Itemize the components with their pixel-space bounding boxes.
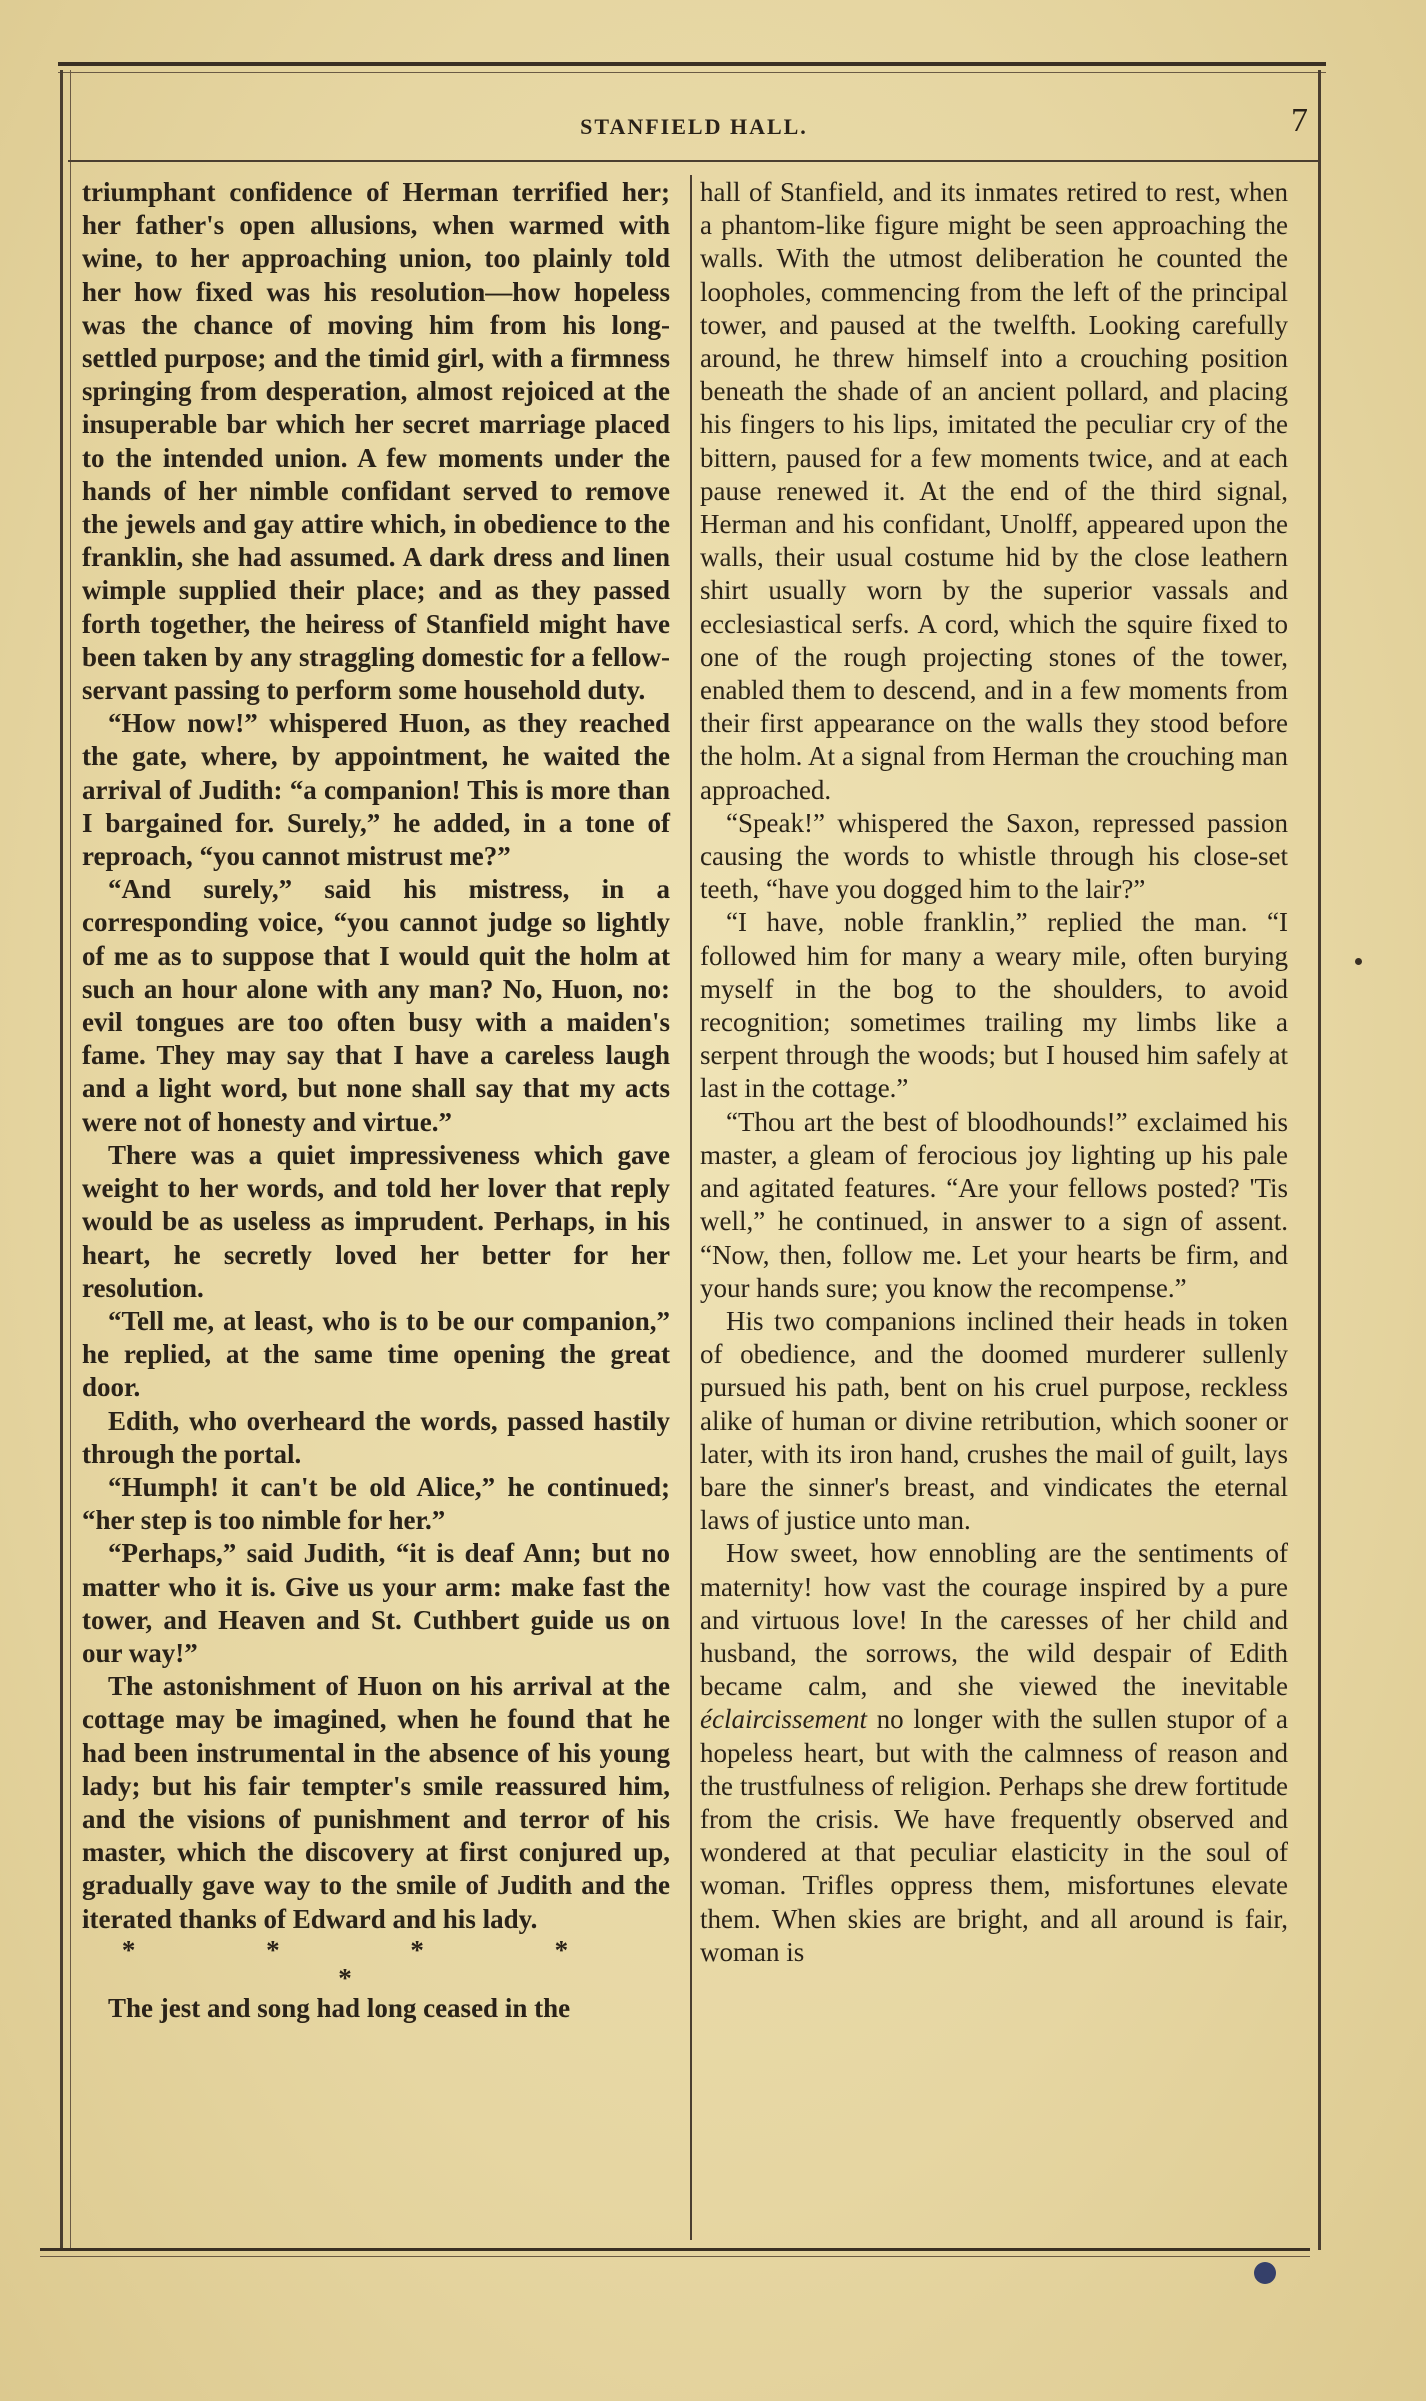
bottom-rule-thin	[40, 2256, 1310, 2257]
paragraph: “Perhaps,” said Judith, “it is deaf Ann; but no matter who it is. Give us your arm: make fast the tower, and Heaven and St. Cuthbert guide us on our way!”	[82, 1538, 670, 1668]
section-break-asterisks: * * * * *	[121, 1934, 631, 1993]
paragraph: His two companions inclined their heads in token of obedience, and the doomed murderer sullenly pursued his path, bent on his cruel purpose, reckless alike of human or divine retribution, which sooner or later, with its iron hand, crushes the mail of guilt, lays bare the sinner's breast, and vindicates the eternal laws of justice unto man.	[700, 1305, 1288, 1536]
bottom-rule	[40, 2248, 1310, 2251]
paragraph: “And surely,” said his mistress, in a corresponding voice, “you cannot judge so lightly of me as to suppose that I would quit the holm at such an hour alone with any man? No, Huon, no: evil tongues are too often busy with a maiden's fame. They may say that I have a careless laugh and a light word, but none shall say that my acts were not of honesty and virtue.”	[82, 874, 670, 1137]
left-frame-rule	[60, 70, 63, 2250]
paragraph-text-start: How sweet, how ennobling are the sentiments of maternity! how vast the courage inspired by a pure and virtuous love! In the caresses of her child and husband, the sorrows, the wild despair of Edith became calm, and she viewed the inevitable	[700, 1538, 1288, 1702]
ink-dot	[1355, 958, 1362, 965]
paragraph: The jest and song had long ceased in the	[108, 1992, 571, 2023]
paragraph-text-end: no longer with the sullen stupor of a hopeless heart, but with the calmness of reason and the trustfulness of religion. Perhaps she drew fortitude from the crisis. We have frequently observed and wondered at that peculiar elasticity in the soul of woman. Trifles oppress them, misfortunes elevate them. When skies are bright, and all around is fair, woman is	[700, 1704, 1288, 1967]
paragraph: “Speak!” whispered the Saxon, repressed passion causing the words to whistle through his close-set teeth, “have you dogged him to the lair?”	[700, 807, 1288, 905]
column-divider	[690, 175, 692, 2240]
italic-word: éclaircissement	[700, 1704, 867, 1735]
paragraph: “Humph! it can't be old Alice,” he continued; “her step is too nimble for her.”	[82, 1471, 670, 1536]
paragraph: “Thou art the best of bloodhounds!” exclaimed his master, a gleam of ferocious joy lighting up his pale and agitated features. “Are your fellows posted? 'Tis well,” he continued, in answer to a sign of assent. “Now, then, follow me. Let your hearts be firm, and your hands sure; you know the recompense.”	[700, 1106, 1288, 1303]
running-head	[70, 102, 1318, 146]
ink-blot	[1254, 2262, 1276, 2284]
paragraph	[700, 1537, 1288, 1969]
top-rule	[58, 62, 1326, 66]
page-number: 7	[1291, 102, 1308, 139]
paragraph: There was a quiet impressiveness which gave weight to her words, and told her lover that reply would be as useless as imprudent. Perhaps, in his heart, he secretly loved her better for her resolution.	[82, 1139, 670, 1303]
right-column	[700, 176, 1288, 1969]
paragraph: “I have, noble franklin,” replied the man. “I followed him for many a weary mile, often burying myself in the bog to the shoulders, to avoid recognition; sometimes trailing my limbs like a serpent through the woods; but I housed him safely at last in the cottage.”	[700, 907, 1288, 1104]
paragraph: “Tell me, at least, who is to be our companion,” he replied, at the same time opening the great door.	[82, 1305, 670, 1403]
paragraph: triumphant confidence of Herman terrified her; her father's open allusions, when warmed with wine, to her approaching union, too plainly told her how fixed was his resolution—how hopeless was the chance of moving him from his long-settled purpose; and the timid girl, with a firmness springing from desperation, almost rejoiced at the insuperable bar which her secret marriage placed to the intended union. A few moments under the hands of her nimble confidant served to remove the jewels and gay attire which, in obedience to the franklin, she had assumed. A dark dress and linen wimple supplied their place; and as they passed forth together, the heiress of Stanfield might have been taken by any straggling domestic for a fellow-servant passing to perform some household duty.	[82, 177, 670, 706]
header-rule	[68, 160, 1318, 162]
left-column	[82, 176, 670, 2025]
paragraph: hall of Stanfield, and its inmates retired to rest, when a phantom-like figure might be seen approaching the walls. With the utmost deliberation he counted the loopholes, commencing from the left of the principal tower, and paused at the twelfth. Looking carefully around, he threw himself into a crouching position beneath the shade of an ancient pollard, and placing his fingers to his lips, imitated the peculiar cry of the bittern, paused for a few moments twice, and at each pause renewed it. At the end of the third signal, Herman and his confidant, Unolff, appeared upon the walls, their usual costume hid by the close leathern shirt usually worn by the superior vassals and ecclesiastical serfs. A cord, which the squire fixed to one of the rough projecting stones of the tower, enabled them to descend, and in a few moments from their first appearance on the walls they stood before the holm. At a signal from Herman the crouching man approached.	[700, 177, 1288, 805]
paragraph: The astonishment of Huon on his arrival at the cottage may be imagined, when he found that he had been instrumental in the absence of his young lady; but his fair tempter's smile reassured him, and the visions of punishment and terror of his master, which the discovery at first conjured up, gradually gave way to the smile of Judith and the iterated thanks of Edward and his lady.	[82, 1671, 670, 1934]
running-title: STANFIELD HALL.	[580, 114, 808, 139]
right-frame-rule	[1318, 70, 1321, 2250]
paragraph: Edith, who overheard the words, passed hastily through the portal.	[82, 1405, 670, 1469]
paragraph: “How now!” whispered Huon, as they reached the gate, where, by appointment, he waited the arrival of Judith: “a companion! This is more than I bargained for. Surely,” he added, in a tone of reproach, “you cannot mistrust me?”	[82, 708, 670, 872]
top-rule-thin	[58, 72, 1326, 73]
left-frame-rule-thin	[70, 70, 71, 2250]
